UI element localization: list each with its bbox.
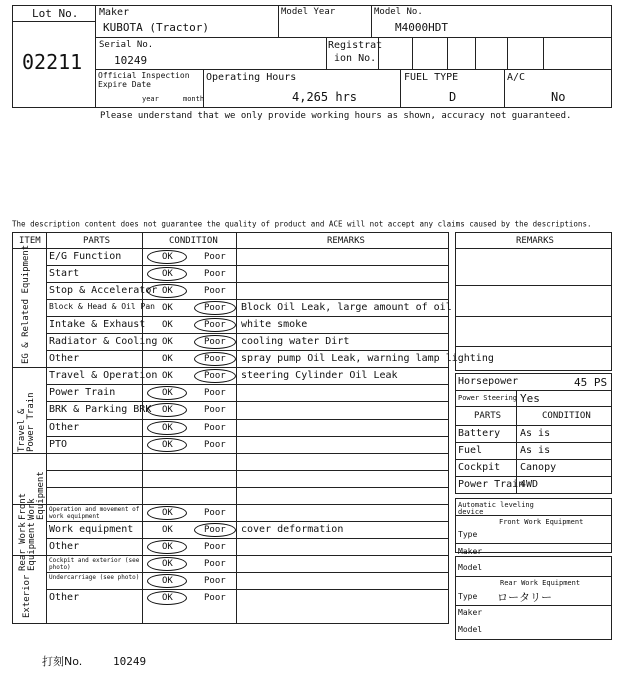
divider [455, 605, 612, 606]
front-work-header: Front Work Equipment [499, 518, 584, 526]
selected-condition-mark [194, 369, 236, 383]
condition-ok: OK [162, 354, 173, 364]
condition-ok: OK [162, 508, 173, 518]
row-divider [46, 538, 449, 539]
stamp-label: 打刻No. [42, 655, 83, 668]
selected-condition-mark [147, 403, 187, 417]
condition-ok: OK [162, 388, 173, 398]
part-label: Cockpit and exterior (see photo) [49, 557, 140, 571]
selected-condition-mark [194, 318, 236, 332]
remark-text: spray pump Oil Leak, warning lamp lighting [241, 353, 494, 364]
divider [236, 232, 237, 624]
spec-part: Battery [458, 428, 501, 439]
serial-label: Serial No. [99, 40, 154, 50]
condition-poor: Poor [204, 423, 226, 433]
row-divider [46, 316, 449, 317]
selected-condition-mark [147, 540, 187, 554]
stamp-value: 10249 [113, 655, 147, 668]
spec-condition: Canopy [520, 462, 557, 473]
condition-ok: OK [162, 303, 173, 313]
condition-poor: Poor [204, 371, 226, 381]
rear-maker-label: Maker [458, 608, 483, 617]
condition-poor: Poor [204, 525, 226, 535]
power-steering-label: Power Steering [458, 394, 518, 402]
row-divider [12, 367, 449, 368]
remarks-panel [455, 232, 612, 371]
part-label: Other [49, 592, 80, 603]
group-label-rear: Rear Work Equipment [18, 522, 37, 571]
spec-condition: As is [520, 428, 551, 439]
condition-ok: OK [162, 576, 173, 586]
auto-leveling-label: Automatic leveling [458, 501, 534, 509]
divider [455, 406, 612, 407]
row-divider [46, 572, 449, 573]
row-divider [46, 401, 449, 402]
maker-value: KUBOTA (Tractor) [103, 21, 209, 34]
part-label: Stop & Accelerator [49, 285, 158, 296]
part-label: BRK & Parking BRK [49, 404, 152, 415]
column-header-item: ITEM [19, 236, 41, 246]
selected-condition-mark [147, 284, 187, 298]
remark-text: steering Cylinder Oil Leak [241, 370, 398, 381]
right-remarks-header: REMARKS [516, 236, 554, 246]
registration-label: Registrat [328, 40, 383, 51]
divider [455, 576, 612, 577]
model-year-label: Model Year [281, 7, 336, 17]
condition-poor: Poor [204, 593, 226, 603]
front-maker-label: Maker [458, 547, 483, 556]
condition-ok: OK [162, 423, 173, 433]
divider [412, 37, 413, 69]
condition-poor: Poor [204, 252, 226, 262]
hours-label: Operating Hours [206, 72, 297, 83]
divider [12, 248, 449, 249]
selected-condition-mark [147, 386, 187, 400]
row-divider [46, 265, 449, 266]
spec-condition: As is [520, 445, 551, 456]
inspection-label: Expire Date [98, 80, 151, 89]
condition-poor: Poor [204, 559, 226, 569]
column-header-condition: CONDITION [169, 236, 218, 246]
registration-label: ion No. [334, 53, 377, 64]
group-label-travel: Travel & Power Train [17, 392, 36, 452]
part-label: Start [49, 268, 80, 279]
remark-text: white smoke [241, 319, 308, 330]
row-divider [46, 419, 449, 420]
part-label: Operation and movement of work equipment [49, 506, 140, 520]
group-label-eg: EG & Related Equipment [21, 244, 31, 364]
remark-text: cover deformation [241, 524, 344, 535]
selected-condition-mark [147, 557, 187, 571]
part-label: Radiator & Cooling [49, 336, 158, 347]
front-model-label: Model [458, 563, 483, 572]
auto-leveling-label: device [458, 508, 484, 516]
rear-type-value: ロータリー [497, 591, 552, 604]
row-divider [46, 470, 449, 471]
condition-poor: Poor [204, 269, 226, 279]
row-divider [46, 384, 449, 385]
parts-header: PARTS [474, 411, 502, 421]
inspection-label: Official Inspection [98, 71, 190, 80]
horsepower-label: Horsepower [458, 376, 519, 387]
selected-condition-mark [147, 591, 187, 605]
divider [447, 37, 448, 69]
divider [475, 37, 476, 69]
condition-ok: OK [162, 269, 173, 279]
divider [455, 459, 612, 460]
hours-disclaimer: Please understand that we only provide working hours as shown, accuracy not guaranteed. [100, 111, 572, 121]
spec-part: Cockpit [458, 462, 501, 473]
selected-condition-mark [194, 335, 236, 349]
row-divider [46, 589, 449, 590]
divider [455, 248, 612, 249]
condition-poor: Poor [204, 337, 226, 347]
lot-label: Lot No. [32, 7, 79, 20]
condition-ok: OK [162, 320, 173, 330]
selected-condition-mark [194, 352, 236, 366]
condition-ok: OK [162, 542, 173, 552]
condition-ok: OK [162, 440, 173, 450]
fuel-value: D [449, 90, 457, 104]
part-label: Undercarriage (see photo) [49, 574, 140, 581]
horsepower-value: 45 PS [574, 376, 608, 389]
row-divider [12, 555, 449, 556]
divider [543, 37, 544, 69]
divider [371, 5, 372, 37]
rear-work-header: Rear Work Equipment [500, 579, 581, 587]
power-steering-value: Yes [520, 392, 540, 405]
selected-condition-mark [194, 301, 236, 315]
part-label: E/G Function [49, 251, 122, 262]
divider [400, 69, 401, 108]
divider [12, 21, 96, 22]
row-divider [46, 521, 449, 522]
condition-poor: Poor [204, 320, 226, 330]
part-label: Travel & Operation [49, 370, 158, 381]
serial-value: 10249 [114, 54, 148, 67]
part-label: Power Train [49, 387, 116, 398]
condition-poor: Poor [204, 388, 226, 398]
divider [455, 390, 612, 391]
spec-part: Power Train [458, 479, 525, 490]
condition-poor: Poor [204, 576, 226, 586]
part-label: Intake & Exhaust [49, 319, 146, 330]
part-label: Other [49, 541, 80, 552]
condition-ok: OK [162, 559, 173, 569]
condition-ok: OK [162, 405, 173, 415]
divider [455, 425, 612, 426]
condition-ok: OK [162, 286, 173, 296]
part-label: Other [49, 353, 80, 364]
condition-poor: Poor [204, 440, 226, 450]
model-no-label: Model No. [374, 7, 423, 17]
divider [455, 476, 612, 477]
selected-condition-mark [147, 250, 187, 264]
row-divider [12, 453, 449, 454]
group-label-front: Front Work Equipment [18, 471, 46, 520]
condition-poor: Poor [204, 354, 226, 364]
divider [455, 543, 612, 544]
condition-poor: Poor [204, 508, 226, 518]
divider [455, 316, 612, 317]
condition-ok: OK [162, 525, 173, 535]
remark-text: Block Oil Leak, large amount of oil [241, 302, 452, 313]
part-label: Block & Head & Oil Pan [49, 302, 155, 311]
spec-part: Fuel [458, 445, 483, 456]
remark-text: cooling water Dirt [241, 336, 350, 347]
rear-model-label: Model [458, 625, 483, 634]
part-label: Other [49, 422, 80, 433]
divider [46, 232, 47, 624]
maker-label: Maker [99, 7, 130, 18]
ac-label: A/C [507, 72, 526, 83]
condition-poor: Poor [204, 405, 226, 415]
row-divider [12, 504, 449, 505]
condition-ok: OK [162, 252, 173, 262]
rear-type-label: Type [458, 592, 478, 601]
divider [326, 37, 327, 69]
row-divider [46, 299, 449, 300]
selected-condition-mark [147, 421, 187, 435]
divider [455, 346, 612, 347]
divider [278, 5, 279, 37]
selected-condition-mark [147, 506, 187, 520]
divider [455, 285, 612, 286]
selected-condition-mark [147, 574, 187, 588]
spec-condition: 4WD [520, 479, 539, 490]
hours-value: 4,265 hrs [292, 90, 358, 104]
condition-poor: Poor [204, 542, 226, 552]
condition-poor: Poor [204, 286, 226, 296]
row-divider [46, 350, 449, 351]
divider [95, 69, 612, 70]
divider [504, 69, 505, 108]
divider [455, 442, 612, 443]
condition-ok: OK [162, 593, 173, 603]
description-disclaimer: The description content does not guarantee the quality of product and ACE will not accept any claims caused by the descriptions. [12, 220, 592, 229]
month-label: month [183, 95, 205, 103]
divider [95, 37, 612, 38]
column-header-parts: PARTS [83, 236, 111, 246]
year-label: year [142, 95, 159, 103]
row-divider [46, 282, 449, 283]
selected-condition-mark [147, 438, 187, 452]
condition-poor: Poor [204, 303, 226, 313]
front-type-label: Type [458, 530, 478, 539]
selected-condition-mark [147, 267, 187, 281]
lot-number: 02211 [22, 50, 83, 74]
selected-condition-mark [194, 523, 236, 537]
fuel-label: FUEL TYPE [404, 72, 459, 83]
part-label: Work equipment [49, 524, 134, 535]
condition-header: CONDITION [542, 411, 591, 421]
condition-ok: OK [162, 371, 173, 381]
row-divider [46, 333, 449, 334]
row-divider [46, 487, 449, 488]
part-label: PTO [49, 439, 68, 450]
group-label-exterior: Exterior [22, 574, 32, 618]
row-divider [46, 436, 449, 437]
ac-value: No [551, 90, 566, 104]
divider [507, 37, 508, 69]
model-no-value: M4000HDT [395, 21, 448, 34]
column-header-remarks: REMARKS [327, 236, 365, 246]
condition-ok: OK [162, 337, 173, 347]
